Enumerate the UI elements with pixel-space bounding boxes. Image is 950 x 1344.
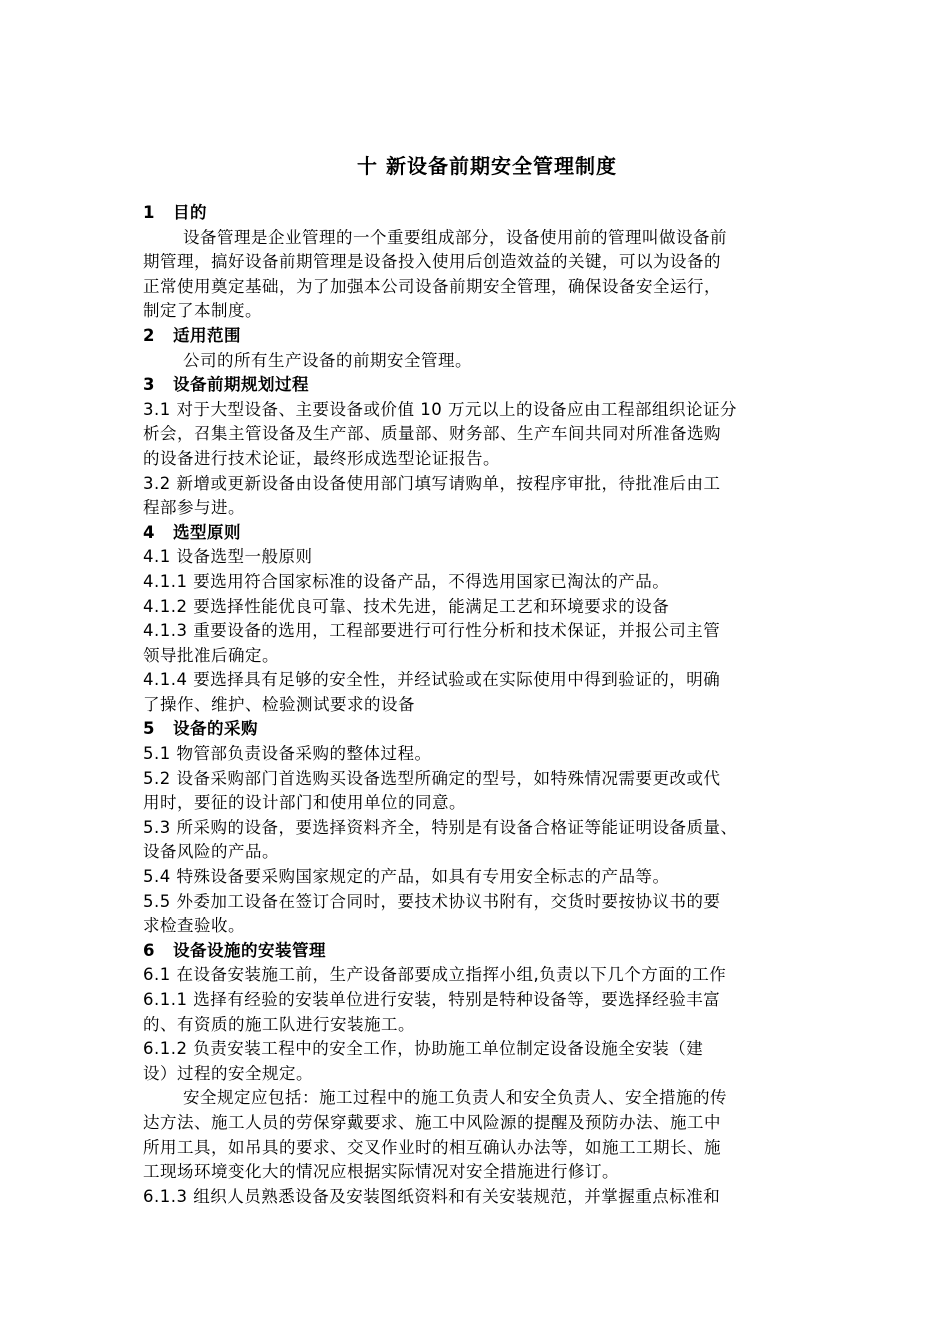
paragraph-line: 6.1.1 选择有经验的安装单位进行安装，特别是特种设备等，要选择经验丰富 [143, 990, 721, 1009]
paragraph-line: 达方法、施工人员的劳保穿戴要求、施工中风险源的提醒及预防办法、施工中 [143, 1112, 721, 1132]
paragraph-line: 6.1 在设备安装施工前，生产设备部要成立指挥小组,负责以下几个方面的工作 [143, 965, 727, 985]
section-number: 1 [143, 203, 155, 222]
paragraph-line: 5.3 所采购的设备，要选择资料齐全，特别是有设备合格证等能证明设备质量、 [143, 817, 738, 837]
paragraph-line: 5.1 物管部负责设备采购的整体过程。 [143, 744, 432, 764]
paragraph-line: 4.1.2 要选择性能优良可靠、技术先进，能满足工艺和环境要求的设备 [143, 596, 670, 616]
paragraph-line: 4.1.3 重要设备的选用，工程部要进行可行性分析和技术保证，并报公司主管 [143, 621, 721, 641]
paragraph-line: 所用工具，如吊具的要求、交叉作业时的相互确认办法等，如施工工期长、施 [143, 1137, 721, 1157]
paragraph-line: 用时，要征的设计部门和使用单位的同意。 [143, 793, 466, 813]
section-heading [143, 201, 823, 226]
section-heading [143, 373, 823, 398]
paragraph-line: 求检查验收。 [143, 916, 245, 936]
section-title: 选型原则 [173, 522, 241, 542]
paragraph-line: 制定了本制度。 [143, 301, 262, 321]
section-title: 设备设施的安装管理 [173, 940, 326, 960]
paragraph-line: 公司的所有生产设备的前期安全管理。 [183, 350, 472, 370]
paragraph-line: 设备风险的产品。 [143, 842, 279, 862]
section-number: 4 [143, 522, 155, 542]
paragraph-line: 3.1 对于大型设备、主要设备或价值 10 万元以上的设备应由工程部组织论证分 [143, 399, 737, 419]
paragraph-line: 设）过程的安全规定。 [143, 1063, 313, 1083]
paragraph-line: 4.1.4 要选择具有足够的安全性，并经试验或在实际使用中得到验证的，明确 [143, 670, 721, 690]
section-number: 3 [143, 375, 155, 395]
paragraph-line: 了操作、维护、检验测试要求的设备 [143, 694, 415, 714]
paragraph-line: 的、有资质的施工队进行安装施工。 [143, 1014, 415, 1034]
section-title: 设备前期规划过程 [173, 375, 309, 395]
paragraph-line: 6.1.3 组织人员熟悉设备及安装图纸资料和有关安装规范，并掌握重点标准和 [143, 1186, 721, 1206]
document-title: 十 新设备前期安全管理制度 [357, 154, 617, 178]
paragraph-line: 设备管理是企业管理的一个重要组成部分，设备使用前的管理叫做设备前 [183, 227, 727, 247]
paragraph-line: 工现场环境变化大的情况应根据实际情况对安全措施进行修订。 [143, 1162, 619, 1182]
document-page [143, 150, 823, 1209]
document-body [143, 201, 823, 1209]
paragraph-line: 的设备进行技术论证，最终形成选型论证报告。 [143, 448, 500, 468]
paragraph-line: 期管理，搞好设备前期管理是设备投入使用后创造效益的关键，可以为设备的 [143, 252, 721, 272]
section-title: 设备的采购 [173, 719, 258, 739]
paragraph-line: 3.2 新增或更新设备由设备使用部门填写请购单，按程序审批，待批准后由工 [143, 473, 721, 493]
section-heading [143, 324, 823, 349]
paragraph-line: 5.4 特殊设备要采购国家规定的产品，如具有专用安全标志的产品等。 [143, 867, 670, 887]
paragraph-line: 析会，召集主管设备及生产部、质量部、财务部、生产车间共同对所准备选购 [143, 424, 721, 444]
section-number: 5 [143, 719, 155, 739]
section-number: 6 [143, 940, 155, 960]
paragraph-line: 4.1 设备选型一般原则 [143, 547, 313, 567]
paragraph-line: 领导批准后确定。 [143, 645, 279, 665]
section-heading [143, 939, 823, 964]
paragraph-line: 正常使用奠定基础，为了加强本公司设备前期安全管理，确保设备安全运行， [143, 276, 721, 296]
section-number: 2 [143, 325, 155, 345]
section-heading [143, 717, 823, 742]
paragraph-line: 程部参与进。 [143, 498, 245, 518]
paragraph-line: 5.5 外委加工设备在签订合同时，要技术协议书附有，交货时要按协议书的要 [143, 891, 721, 911]
paragraph-line: 4.1.1 要选用符合国家标准的设备产品，不得选用国家已淘汰的产品。 [143, 571, 670, 591]
paragraph-line: 5.2 设备采购部门首选购买设备选型所确定的型号，如特殊情况需要更改或代 [143, 768, 721, 788]
paragraph-line: 安全规定应包括：施工过程中的施工负责人和安全负责人、安全措施的传 [183, 1088, 727, 1108]
section-heading [143, 521, 823, 546]
section-title: 目的 [173, 203, 207, 222]
section-title: 适用范围 [173, 325, 241, 345]
paragraph-line: 6.1.2 负责安装工程中的安全工作，协助施工单位制定设备设施全安装（建 [143, 1039, 704, 1059]
